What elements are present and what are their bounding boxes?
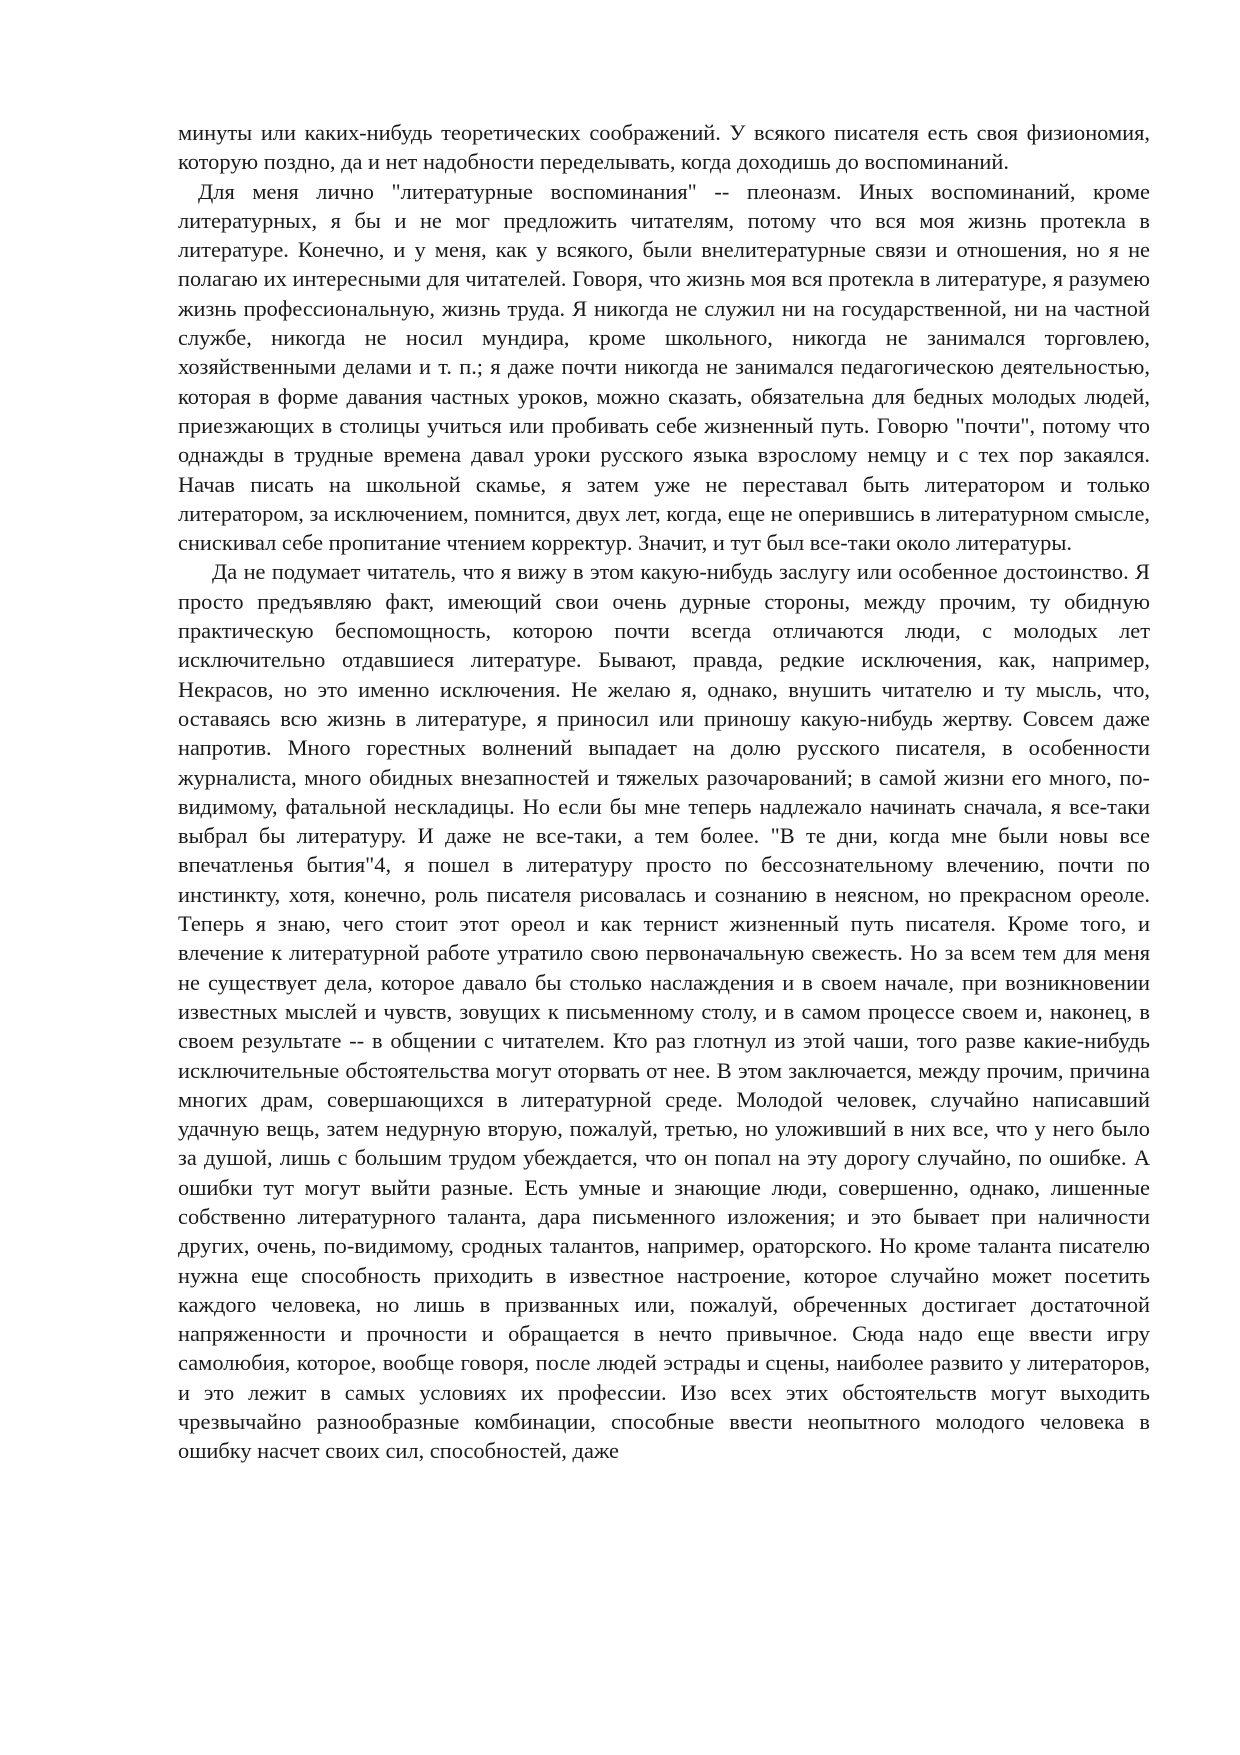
paragraph-literary-memoirs: Для меня лично "литературные воспоминания" -- плеоназм. Иных воспоминаний, кроме литературных, я бы и не мог предложить читателям, потому что вся моя жизнь протекла в литературе. Конечно, и у меня, как у всякого, были внелитературные связи и отношения, но я не полагаю их интересными для читателей. Говоря, что жизнь моя вся протекла в литературе, я разумею жизнь профессиональную, жизнь труда. Я никогда не служил ни на государственной, ни на частной службе, никогда не носил мундира, кроме школьного, никогда не занимался торговлею, хозяйственными делами и т. п.; я даже почти никогда не занимался педагогическою деятельностью, которая в форме давания частных уроков, можно сказать, обязательна для бедных молодых людей, приезжающих в столицы учиться или пробивать себе жизненный путь. Говорю "почти", потому что однажды в трудные времена давал уроки русского языка взрослому немцу и с тех пор закаялся. Начав писать на школьной скамье, я затем уже не переставал быть литератором и только литератором, за исключением, помнится, двух лет, когда, еще не оперившись в литературном смысле, снискивал себе пропитание чтением корректур. Значит, и тут был все-таки около литературы.	[178, 178, 1150, 556]
body-text	[178, 118, 1150, 1466]
paragraph-continuation: минуты или каких-нибудь теоретических соображений. У всякого писателя есть своя физиономия, которую поздно, да и нет надобности переделывать, когда доходишь до воспоминаний.	[178, 120, 1150, 175]
paragraph-reader-reflection: Да не подумает читатель, что я вижу в этом какую-нибудь заслугу или особенное достоинство. Я просто предъявляю факт, имеющий свои очень дурные стороны, между прочим, ту обидную практическую беспомощность, которою почти всегда отличаются люди, с молодых лет исключительно отдавшиеся литературе. Бывают, правда, редкие исключения, как, например, Некрасов, но это именно исключения. Не желаю я, однако, внушить читателю и ту мысль, что, оставаясь всю жизнь в литературе, я приносил или приношу какую-нибудь жертву. Совсем даже напротив. Много горестных волнений выпадает на долю русского писателя, в особенности журналиста, много обидных внезапностей и тяжелых разочарований; в самой жизни его много, по-видимому, фатальной нескладицы. Но если бы мне теперь надлежало начинать сначала, я все-таки выбрал бы литературу. И даже не все-таки, а тем более. "В те дни, когда мне были новы все впечатленья бытия"4, я пошел в литературу просто по бессознательному влечению, почти по инстинкту, хотя, конечно, роль писателя рисовалась и сознанию в неясном, но прекрасном ореоле. Теперь я знаю, чего стоит этот ореол и как тернист жизненный путь писателя. Кроме того, и влечение к литературной работе утратило свою первоначальную свежесть. Но за всем тем для меня не существует дела, которое давало бы столько наслаждения и в своем начале, при возникновении известных мыслей и чувств, зовущих к письменному столу, и в самом процессе своем и, наконец, в своем результате -- в общении с читателем. Кто раз глотнул из этой чаши, того разве какие-нибудь исключительные обстоятельства могут оторвать от нее. В этом заключается, между прочим, причина многих драм, совершающихся в литературной среде. Молодой человек, случайно написавший удачную вещь, затем недурную вторую, пожалуй, третью, но уложивший в них все, что у него было за душой, лишь с большим трудом убеждается, что он попал на эту дорогу случайно, по ошибке. А ошибки тут могут выйти разные. Есть умные и знающие люди, совершенно, однако, лишенные собственно литературного таланта, дара письменного изложения; и это бывает при наличности других, очень, по-видимому, сродных талантов, например, ораторского. Но кроме таланта писателю нужна еще способность приходить в известное настроение, которое случайно может посетить каждого человека, но лишь в призванных или, пожалуй, обреченных достигает достаточной напряженности и прочности и обращается в нечто привычное. Сюда надо еще ввести игру самолюбия, которое, вообще говоря, после людей эстрады и сцены, наиболее развито у литераторов, и это лежит в самых условиях их профессии. Изо всех этих обстоятельств могут выходить чрезвычайно разнообразные комбинации, способные ввести неопытного молодого человека в ошибку насчет своих сил, способностей, даже	[178, 559, 1150, 1464]
